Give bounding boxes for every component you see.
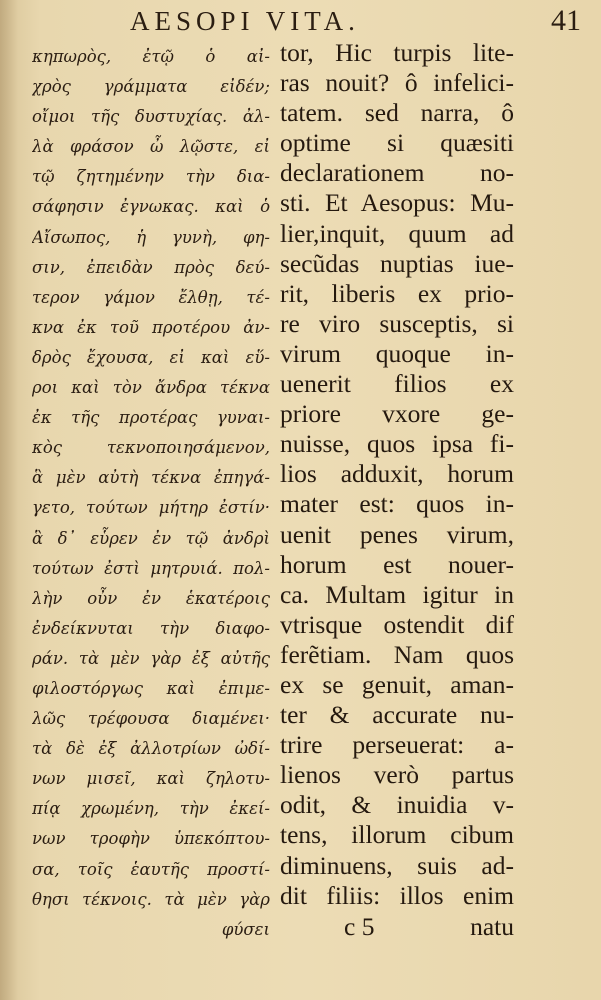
latin-text-line: lienos verò partus — [280, 760, 514, 790]
latin-text-line: horum est nouer- — [280, 549, 514, 579]
latin-text-line: vtrisque ostendit dif — [280, 609, 514, 639]
greek-text-line: ροι καὶ τὸν ἄνδρα τέκνα — [32, 378, 270, 398]
latin-text-line: ras nouit? ô infelici- — [280, 68, 514, 98]
latin-text-line: tens, illorum cibum — [280, 820, 514, 850]
latin-text-line: uenit penes virum, — [280, 519, 514, 549]
greek-text-line: πίᾳ χρωμένη, τὴν ἐκεί- — [32, 799, 270, 819]
latin-text-line: odit, & inuidia v- — [280, 790, 514, 820]
latin-text-line: nuisse, quos ipsa fi- — [280, 429, 514, 459]
latin-text-line: sti. Et Aesopus: Mu- — [280, 188, 514, 218]
greek-text-line: ἃ δ᾽ εὗρεν ἐν τῷ ἀνδρὶ — [32, 528, 270, 548]
greek-text-line: ράν. τὰ μὲν γὰρ ἐξ αὐτῆς — [32, 648, 270, 668]
latin-text-line: tor, Hic turpis lite- — [280, 38, 514, 67]
greek-text-line: χρὸς γράμματα εἰδέν; — [32, 77, 270, 97]
latin-text-line: diminuens, suis ad- — [280, 850, 514, 880]
latin-text-line: lier,inquit, quum ad — [280, 218, 514, 248]
running-head: AESOPI VITA. — [130, 6, 360, 36]
latin-text-line: ca. Multam igitur in — [280, 579, 514, 609]
greek-text-column — [32, 42, 270, 945]
greek-text-line: τούτων ἐστὶ μητρυιά. πολ- — [32, 558, 270, 578]
greek-text-line: οἴμοι τῆς δυστυχίας. ἀλ- — [32, 107, 270, 127]
greek-text-line: κηπωρὸς, ἐτῷ ὁ αἰ- — [32, 47, 270, 66]
greek-text-line: φύσει — [221, 919, 270, 939]
greek-text-line: θησι τέκνοις. τὰ μὲν γὰρ — [32, 889, 270, 909]
catchword: natu — [470, 912, 514, 941]
latin-text-line: mater est: quos in- — [280, 489, 514, 519]
greek-text-line: γετο, τούτων μήτηρ ἐστίν· — [32, 498, 270, 518]
gutter-shadow — [0, 0, 18, 1000]
latin-text-line: ferẽtiam. Nam quos — [280, 639, 514, 669]
greek-text-line: λῶς τρέφουσα διαμένει· — [32, 709, 270, 729]
greek-text-line: σάφησιν ἐγνωκας. καὶ ὁ — [32, 197, 270, 217]
greek-text-line: κὸς τεκνοποιησάμενον, — [32, 438, 270, 458]
greek-text-line: δρὸς ἔχουσα, εἰ καὶ εὕ- — [32, 347, 270, 367]
greek-text-line: τὰ δὲ ἐξ ἀλλοτρίων ὠδί- — [32, 739, 270, 759]
latin-text-line: virum quoque in- — [280, 338, 514, 368]
greek-text-line: τερον γάμον ἔλθῃ, τέ- — [32, 287, 270, 307]
greek-text-line: τῷ ζητημένην τὴν δια- — [32, 167, 270, 187]
latin-text-line: declarationem no- — [280, 158, 514, 188]
latin-text-line: ter & accurate nu- — [280, 700, 514, 730]
greek-text-line: ἐνδείκνυται τὴν διαφο- — [32, 618, 270, 638]
signature-mark: c 5 — [344, 912, 375, 941]
page-header — [0, 4, 601, 40]
greek-text-line: σιν, ἐπειδὰν πρὸς δεύ- — [32, 257, 270, 277]
greek-text-line: ἐκ τῆς προτέρας γυναι- — [32, 408, 270, 428]
greek-text-line: σα, τοῖς ἑαυτῆς προστί- — [32, 859, 270, 879]
greek-text-line: φιλοστόργως καὶ ἐπιμε- — [32, 678, 270, 698]
latin-text-line: uenerit filios ex — [280, 369, 514, 399]
latin-text-line: tatem. sed narra, ô — [280, 98, 514, 128]
greek-text-line: ἃ μὲν αὐτὴ τέκνα ἐπηγά- — [32, 468, 270, 488]
latin-text-line: trire perseuerat: a- — [280, 730, 514, 760]
greek-text-line: νων τροφὴν ὑπεκόπτου- — [32, 829, 270, 849]
latin-text-line: lios adduxit, horum — [280, 459, 514, 489]
greek-text-line: νων μισεῖ, καὶ ζηλοτυ- — [32, 769, 270, 789]
latin-text-column — [280, 38, 514, 911]
greek-text-line: κνα ἐκ τοῦ προτέρου ἀν- — [32, 317, 270, 337]
greek-text-line: λὰ φράσον ὦ λῷστε, εἰ — [32, 137, 270, 157]
page-number: 41 — [551, 4, 581, 37]
latin-text-line: rit, liberis ex prio- — [280, 278, 514, 308]
greek-text-line: Αἴσωπος, ἡ γυνὴ, φη- — [32, 227, 270, 247]
latin-text-line: re viro susceptis, si — [280, 308, 514, 338]
latin-text-line: optime si quæsiti — [280, 128, 514, 158]
latin-text-line: secũdas nuptias iue- — [280, 248, 514, 278]
latin-text-line: ex se genuit, aman- — [280, 669, 514, 699]
page-footer — [280, 912, 514, 944]
greek-text-line: λὴν οὖν ἐν ἑκατέροις — [32, 588, 270, 608]
latin-text-line: dit filiis: illos enim — [280, 880, 514, 910]
latin-text-line: priore vxore ge- — [280, 399, 514, 429]
